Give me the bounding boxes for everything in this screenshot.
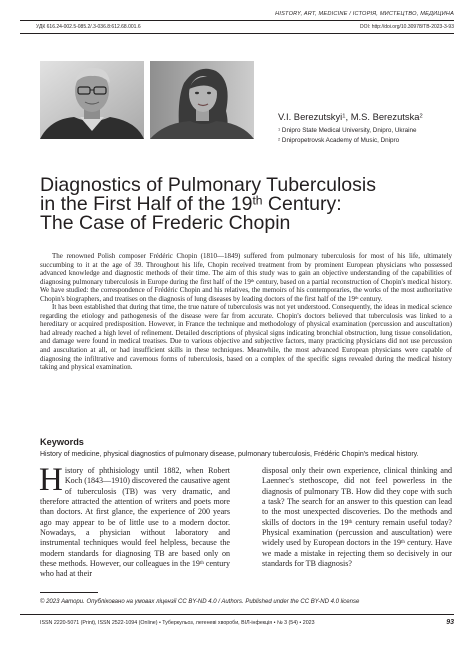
header-rule-bottom (20, 33, 454, 34)
author-photo-1 (40, 61, 144, 139)
page-number: 93 (446, 619, 454, 626)
author-name-2: M.S. Berezutska (350, 111, 420, 122)
body-column-left (39, 462, 231, 580)
doi-link[interactable]: DOI: http://doi.org/10.30978/TB-2023-3-93 (360, 24, 454, 30)
author-separator: , (345, 111, 351, 122)
author-photo-2 (150, 61, 254, 139)
body-right-part-a: disposal only their own experience, clinical thinking and Laennec's stethoscope, did not feel powerless in the diagnosis of pulmonary TB. How did they cope with such a task? The search for an answer to this question can lead to the most unexpected discoveries. Do the methods and skills of doctors in the 19 (262, 466, 452, 527)
title-line-2-start: in the First Half of the 19 (40, 193, 253, 216)
body-right-part-b: century remain useful today? Physical examination (percussion and auscultation) were widely used by European doctors in the 19 (262, 517, 452, 548)
udk-code: УДК 616.24-002.5-085.2/.3-036.8:612.68.001.6 (36, 24, 141, 30)
affiliation-2-mark: 2 (278, 136, 281, 142)
affiliation-2 (278, 137, 399, 144)
body-paragraph-right (262, 466, 452, 569)
footer-rule (20, 614, 454, 615)
affiliation-2-text: Dnipropetrovsk Academy of Music, Dnipro (280, 137, 400, 144)
title-ordinal-suffix: th (252, 193, 263, 208)
title-line-1: Diagnostics of Pulmonary Tuberculosis (40, 174, 376, 196)
body-right-sup-1: th (348, 519, 353, 525)
abstract-p1-sup-2: th (355, 294, 359, 300)
body-right-sup-2: th (401, 540, 405, 546)
abstract (40, 252, 452, 372)
body-left-part-a: istory of phthisiology until 1882, when Robert Koch (1843—1910) discovered the causative agent of tuberculosis (TB) was very dramatic, and therefore attracted the attention of writers and poets more than doctors. At first glance, the experience of 200 years ago may appear to be of little use to a modern doctor. Nowadays, a physician without laboratory and instrumental techniques would feel helpless, because the modern standards for diagnosing TB are based only on these methods. However, our colleagues in the 19 (40, 466, 230, 569)
abstract-p1-part-c: century. (358, 294, 383, 303)
author-2-affiliation-mark: 2 (419, 113, 423, 120)
title-line-3: The Case of Frederic Chopin (40, 212, 291, 235)
footnote-rule (40, 592, 98, 593)
abstract-paragraph-1 (40, 252, 452, 303)
body-left-part-b: century who had at their (40, 559, 231, 579)
abstract-p1-part-b: century, based on a partial reconstruction of Chopin's medical history. We have studied: the correspondence of Frédéric Chopin and his relatives, the memoirs of his contemporaries, the works of the most authoritative Chopin's biographers, and treatises on the diagnosis of lung diseases by leading doctors of the first half of the 19 (40, 277, 453, 303)
author-1-affiliation-mark: 1 (342, 113, 346, 120)
abstract-p1-sup-1: th (250, 277, 255, 283)
keywords-text: History of medicine, physical diagnostics of pulmonary disease, pulmonary tuberculosis, Frédéric Chopin's medical history. (40, 451, 419, 458)
license-note: © 2023 Автори. Опубліковано на умовах ліцензії CC BY-ND 4.0 / Authors. Published under the CC BY-ND 4.0 license (40, 599, 360, 605)
issn-line: ISSN 2220-5071 (Print), ISSN 2522-1094 (Online) • Туберкульоз, легеневі хвороби, ВІЛ-інфекція • № 3 (54) • 2023 (40, 620, 315, 626)
body-right-part-c: century. Have we made a mistake in rejecting them so decisively in our standards for TB diagnosis? (262, 538, 452, 569)
authors-line (278, 111, 423, 122)
affiliation-1-text: Dnipro State Medical University, Dnipro, Ukraine (280, 127, 417, 134)
title-line-2-end: Century: (262, 193, 342, 216)
running-head: HISTORY, ART, MEDICINE / ІСТОРІЯ, МИСТЕЦТВО, МЕДИЦИНА (275, 11, 454, 17)
drop-cap: H (39, 462, 63, 498)
body-paragraph-left (39, 462, 231, 580)
author-name-1: V.I. Berezutskyi (278, 111, 343, 122)
abstract-p1-part-a: The renowned Polish composer Frédéric Chopin (1810—1849) suffered from pulmonary tuberculosis for most of his life, ultimately succumbing to it at the age of 39. Throughout his life, Chopin received treatment from by prominent European physicians who possessed advanced knowledge and diagnostic methods of their time. The aim of this study was to gain an objective understanding of the capabilities of diagnosing pulmonary tuberculosis in Europe during the first half of the 19 (40, 252, 452, 286)
keywords-heading: Keywords (40, 437, 84, 447)
header-rule (20, 20, 454, 21)
article-title (40, 176, 440, 234)
affiliation-1 (278, 127, 417, 134)
affiliation-1-mark: 1 (278, 126, 281, 132)
body-column-right (262, 466, 452, 569)
abstract-paragraph-2: It has been established that during that time, the true nature of tuberculosis was not yet understood. Consequently, the ideas in medical science regarding the etiology and pathogenesis of the disease were far from accurate. Chopin's doctors believed that tuberculosis was linked to a hereditary or acquired predisposition. However, in France the technique and methodology of physical examination (percussion and auscultation) had already reached a high level of refinement. Detailed descriptions of physical signs indicating bronchial obstruction, lung tissue consolidation, and damage were found in medical treatises. Due to various objective and subjective factors, many practicing physicians did not use percussion and auscultation at all, or had insufficient skills in these techniques. Meanwhile, the most advanced European physicians were capable of diagnosing the infiltrative and cavernous forms of tuberculosis, based on a complex of the specific signs revealed during the medical history taking and physical examination. (40, 303, 452, 372)
body-left-sup: th (199, 560, 204, 566)
